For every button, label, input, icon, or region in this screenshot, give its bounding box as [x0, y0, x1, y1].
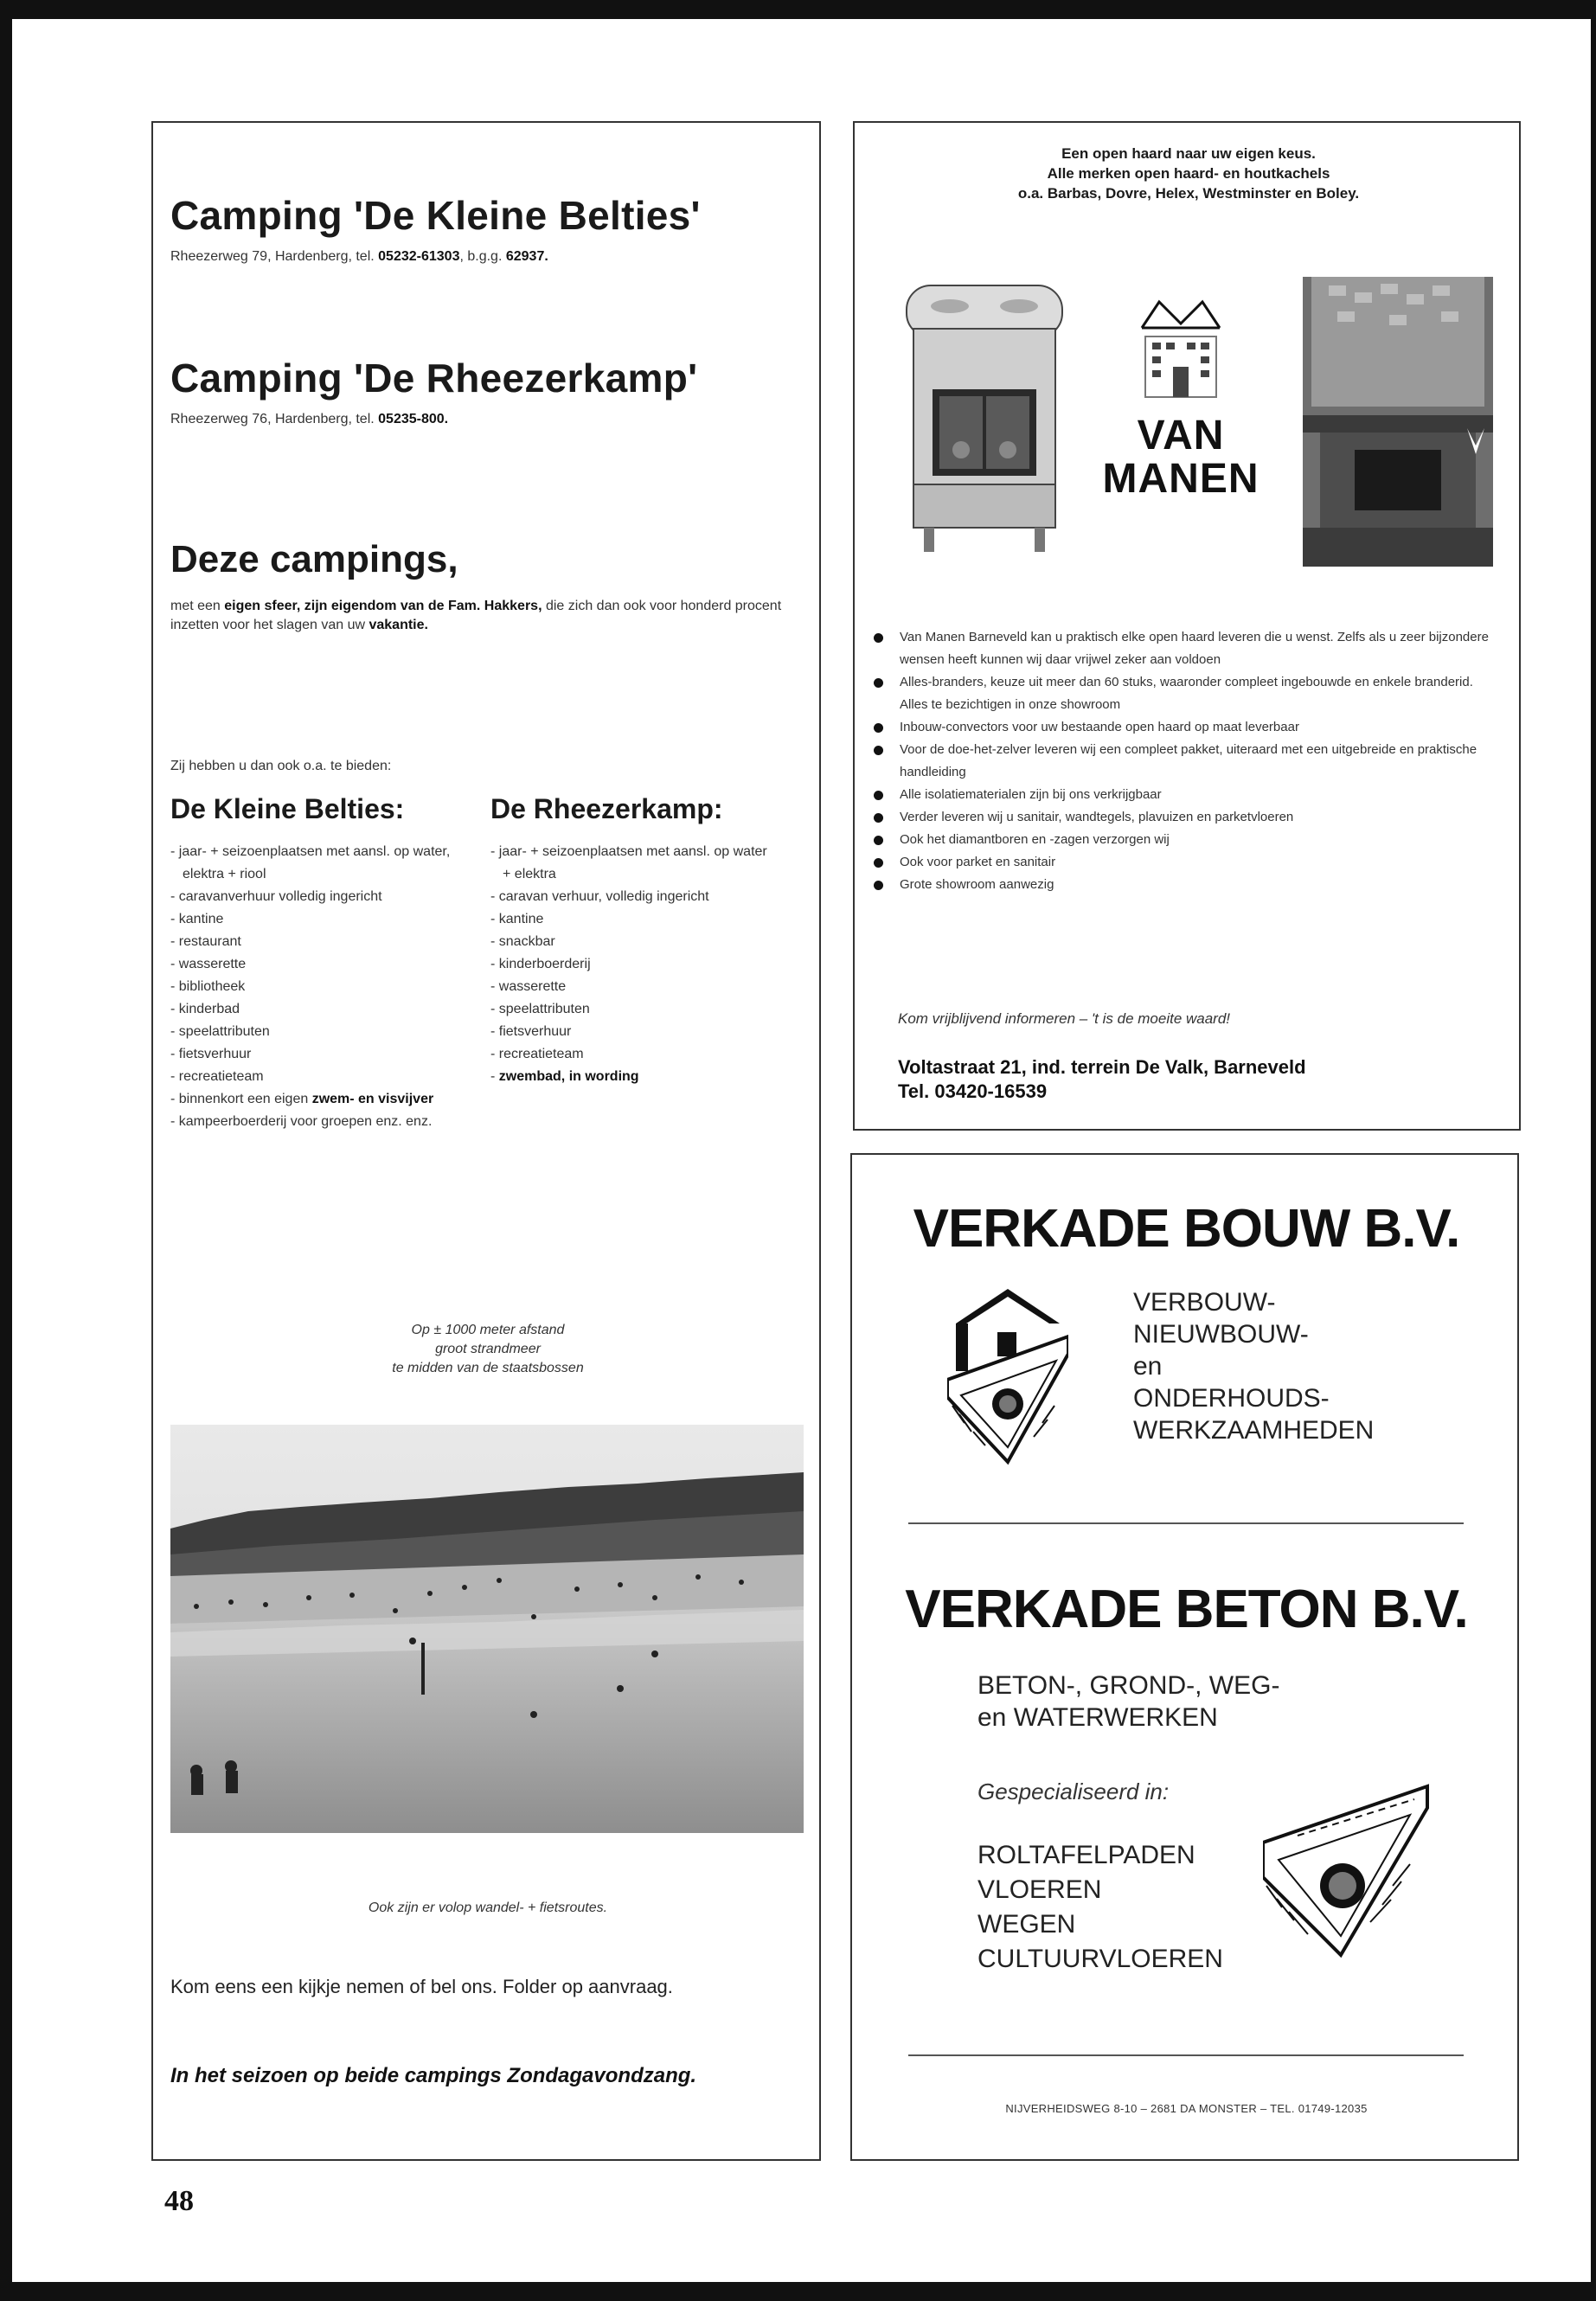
van-manen-logo-mark	[1090, 289, 1272, 410]
verkade-bouw-services	[1133, 1286, 1374, 1446]
list-item: - wasserette	[170, 953, 473, 976]
bullet-icon	[874, 836, 883, 845]
van-manen-bullet-list	[900, 626, 1497, 896]
service-line: VERBOUW-	[1133, 1288, 1276, 1317]
verkade-beton-services	[977, 1670, 1279, 1734]
verkade-beton-title: VERKADE BETON B.V.	[905, 1580, 1468, 1639]
bullet-icon	[874, 813, 883, 823]
bullet-icon	[874, 791, 883, 800]
headline-line: Een open haard naar uw eigen keus.	[1061, 145, 1316, 162]
text-bold: zwembad, in wording	[498, 1069, 639, 1084]
stove-image	[898, 277, 1071, 554]
list-item: - fietsverhuur	[170, 1043, 473, 1066]
bullet-item	[900, 671, 1497, 716]
specialisation-line: VLOEREN	[977, 1875, 1102, 1904]
service-line: WERKZAAMHEDEN	[1133, 1416, 1375, 1445]
lake-caption	[153, 1321, 823, 1378]
specialisation-line: ROLTAFELPADEN	[977, 1841, 1195, 1869]
bullet-icon	[874, 723, 883, 733]
bullet-item	[900, 739, 1497, 784]
bullet-text: Alle isolatiematerialen zijn bij ons verkrijgbaar	[900, 787, 1162, 802]
bullet-text: Voor de doe-het-zelver leveren wij een compleet pakket, uiteraard met een uitgebreide en praktische handleiding	[900, 742, 1477, 779]
deze-campings-heading: Deze campings,	[170, 538, 458, 580]
list-item: - bibliotheek	[170, 976, 473, 998]
text-part: binnenkort een eigen	[178, 1092, 309, 1106]
service-line: BETON-, GROND-, WEG-	[977, 1671, 1280, 1700]
list-item: - kinderboerderij	[490, 953, 776, 976]
list-item	[490, 1066, 776, 1088]
specialised-label: Gespecialiseerd in:	[977, 1779, 1170, 1804]
list-item: - wasserette	[490, 976, 776, 998]
page-number: 48	[164, 2185, 194, 2217]
wordmark-line: MANEN	[1102, 456, 1259, 502]
verkade-bouw-logo	[947, 1285, 1068, 1466]
camping-kleine-belties-address	[170, 249, 548, 265]
bullet-item	[900, 626, 1497, 671]
bullet-text: Inbouw-convectors voor uw bestaande open haard op maat leverbaar	[900, 720, 1299, 734]
stove-illustration	[898, 277, 1071, 554]
bullet-item	[900, 874, 1497, 896]
headline-line: Alle merken open haard- en houtkachels	[1047, 165, 1330, 182]
lake-photo-graphic	[170, 1425, 804, 1833]
divider	[908, 1522, 1464, 1524]
list-item: - restaurant	[170, 931, 473, 953]
bullet-icon	[874, 746, 883, 755]
text-part: met een	[170, 599, 221, 613]
fireplace-photo-graphic	[1303, 277, 1493, 567]
caption-line: te midden van de staatsbossen	[392, 1361, 584, 1375]
specialisation-line: WEGEN	[977, 1910, 1076, 1939]
phone-number: 05232-61303	[378, 249, 460, 264]
service-line: ONDERHOUDS-	[1133, 1384, 1330, 1413]
bullet-icon	[874, 633, 883, 643]
text-bold: vakantie.	[369, 618, 428, 632]
caption-line: Op ± 1000 meter afstand	[411, 1323, 565, 1337]
text-bold: zwem- en visvijver	[311, 1092, 434, 1106]
bullet-text: Ook voor parket en sanitair	[900, 855, 1056, 869]
phone-number: 05235-800.	[378, 412, 449, 426]
bullet-item	[900, 829, 1497, 851]
bullet-icon	[874, 881, 883, 890]
camping-kleine-belties-title: Camping 'De Kleine Belties'	[170, 193, 701, 238]
list-item: - jaar- + seizoenplaatsen met aansl. op water, elektra + riool	[170, 841, 473, 886]
camping-advertisement	[151, 121, 821, 2161]
address-text: Rheezerweg 76, Hardenberg, tel.	[170, 412, 375, 426]
van-manen-advertisement	[853, 121, 1521, 1131]
list-item: - kantine	[490, 908, 776, 931]
bgg-label: , b.g.g.	[459, 249, 503, 264]
divider	[908, 2054, 1464, 2056]
rheezerkamp-list	[490, 841, 776, 1088]
bullet-item	[900, 851, 1497, 874]
verkade-bouw-title: VERKADE BOUW B.V.	[913, 1199, 1460, 1259]
bullet-text: Van Manen Barneveld kan u praktisch elke open haard leveren die u wenst. Zelfs als u zeer bijzondere wensen heeft kunnen wij daar vrijwel zeker aan voldoen	[900, 630, 1489, 667]
wordmark-line: VAN	[1137, 413, 1225, 458]
bullet-item	[900, 806, 1497, 829]
list-item: - snackbar	[490, 931, 776, 953]
lake-photo	[170, 1425, 804, 1833]
walk-caption: Ook zijn er volop wandel- + fietsroutes.	[368, 1900, 608, 1915]
bullet-item	[900, 716, 1497, 739]
van-manen-logo	[1090, 289, 1272, 548]
list-item	[170, 1088, 473, 1111]
list-item: - caravanverhuur volledig ingericht	[170, 886, 473, 908]
list-item: - kampeerboerderij voor groepen enz. enz.	[170, 1111, 473, 1133]
text-part: die zich dan ook voor honderd procent inzetten voor het slagen van uw	[170, 599, 782, 632]
address-line: Voltastraat 21, ind. terrein De Valk, Barneveld	[898, 1056, 1306, 1078]
caption-line: groot strandmeer	[435, 1342, 541, 1356]
rheezerkamp-column-heading: De Rheezerkamp:	[490, 793, 723, 824]
bullet-text: Alles-branders, keuze uit meer dan 60 stuks, waaronder compleet ingebouwde en enkele branderid. Alles te bezichtigen in onze showroom	[900, 675, 1473, 712]
van-manen-tagline: Kom vrijblijvend informeren – 't is de moeite waard!	[898, 1010, 1231, 1027]
text-bold: eigen sfeer, zijn eigendom van de Fam. Hakkers,	[224, 599, 542, 613]
bullet-text: Verder leveren wij u sanitair, wandtegels, plavuizen en parketvloeren	[900, 810, 1294, 824]
phone-line: Tel. 03420-16539	[898, 1080, 1048, 1102]
list-item: - speelattributen	[170, 1021, 473, 1043]
bullet-text: Ook het diamantboren en -zagen verzorgen wij	[900, 832, 1170, 847]
list-item: - fietsverhuur	[490, 1021, 776, 1043]
bullet-item	[900, 784, 1497, 806]
bullet-text: Grote showroom aanwezig	[900, 877, 1054, 892]
address-text: Rheezerweg 79, Hardenberg, tel.	[170, 249, 375, 264]
list-item: - speelattributen	[490, 998, 776, 1021]
visit-text: Kom eens een kijkje nemen of bel ons. Folder op aanvraag.	[170, 1976, 673, 1997]
verkade-specialisations	[977, 1838, 1223, 1977]
van-manen-headline	[855, 144, 1522, 203]
camping-rheezerkamp-title: Camping 'De Rheezerkamp'	[170, 356, 698, 401]
list-item: - recreatieteam	[490, 1043, 776, 1066]
kleine-belties-list	[170, 841, 473, 1133]
bullet-icon	[874, 858, 883, 868]
van-manen-address	[898, 1055, 1306, 1104]
van-manen-wordmark	[1090, 414, 1272, 501]
deze-campings-text	[170, 597, 802, 635]
service-line: en WATERWERKEN	[977, 1703, 1218, 1732]
verkade-advertisement	[850, 1153, 1519, 2161]
list-item: - kinderbad	[170, 998, 473, 1021]
offer-intro: Zij hebben u dan ook o.a. te bieden:	[170, 759, 392, 773]
list-item: - jaar- + seizoenplaatsen met aansl. op water + elektra	[490, 841, 776, 886]
kleine-belties-column-heading: De Kleine Belties:	[170, 793, 405, 824]
fireplace-photo	[1303, 277, 1493, 567]
specialisation-line: CULTUURVLOEREN	[977, 1945, 1223, 1973]
sunday-text: In het seizoen op beide campings Zondagavondzang.	[170, 2064, 697, 2087]
list-item: - caravan verhuur, volledig ingericht	[490, 886, 776, 908]
list-item: - kantine	[170, 908, 473, 931]
service-line: NIEUWBOUW-	[1133, 1320, 1309, 1349]
headline-line: o.a. Barbas, Dovre, Helex, Westminster en Boley.	[1017, 185, 1360, 202]
verkade-address: NIJVERHEIDSWEG 8-10 – 2681 DA MONSTER – TEL. 01749-12035	[1005, 2102, 1368, 2115]
verkade-beton-logo	[1263, 1782, 1436, 1959]
list-item: - recreatieteam	[170, 1066, 473, 1088]
camping-rheezerkamp-address	[170, 412, 448, 427]
service-line: en	[1133, 1352, 1163, 1381]
bgg-number: 62937.	[505, 249, 548, 264]
bullet-icon	[874, 678, 883, 688]
